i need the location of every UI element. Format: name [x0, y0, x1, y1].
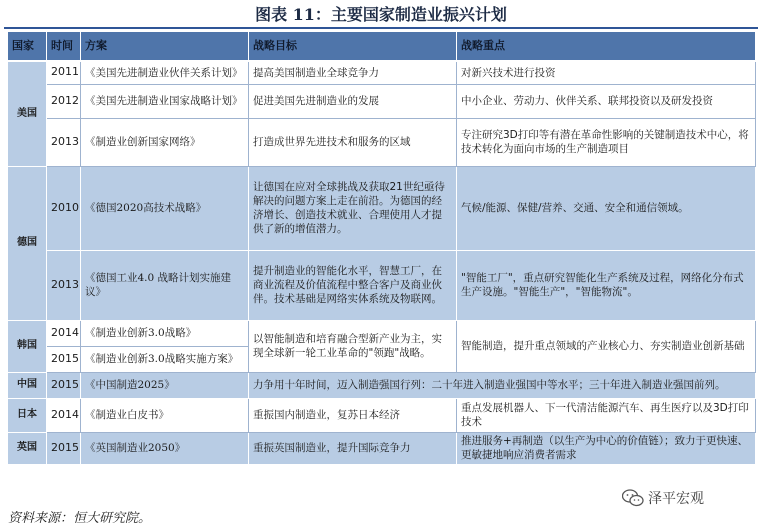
- table-row: [8, 372, 756, 398]
- year-cell: 2015: [47, 372, 81, 398]
- plan-cell: 《美国先进制造业国家战略计划》: [81, 84, 249, 118]
- table-row: [8, 84, 756, 118]
- goal-cell: 提高美国制造业全球竞争力: [249, 61, 457, 84]
- year-cell: 2013: [47, 250, 81, 320]
- focus-cell: 推进服务+再制造（以生产为中心的价值链）；致力于更快速、更敏捷地响应消费者需求: [457, 432, 756, 464]
- focus-cell: 智能制造，提升重点领域的产业核心力、夯实制造业创新基础: [457, 320, 756, 372]
- header-plan: 方案: [81, 32, 249, 62]
- plan-cell: 《制造业创新3.0战略实施方案》: [81, 346, 249, 372]
- year-cell: 2014: [47, 398, 81, 432]
- plan-cell: 《制造业创新国家网络》: [81, 118, 249, 166]
- country-cell-uk: 英国: [8, 432, 47, 464]
- year-cell: 2015: [47, 432, 81, 464]
- goal-cell: 打造成世界先进技术和服务的区域: [249, 118, 457, 166]
- table-row: [8, 398, 756, 432]
- focus-cell: 专注研究3D打印等有潜在革命性影响的关键制造技术中心，将技术转化为面向市场的生产制造项目: [457, 118, 756, 166]
- goal-cell: 力争用十年时间，迈入制造强国行列：二十年进入制造业强国中等水平；三十年进入制造业强国前列。: [249, 372, 756, 398]
- country-cell-china: 中国: [8, 372, 47, 398]
- goal-cell: 重振国内制造业，复苏日本经济: [249, 398, 457, 432]
- goal-cell: 重振英国制造业，提升国际竞争力: [249, 432, 457, 464]
- year-cell: 2010: [47, 166, 81, 250]
- watermark-text: 泽平宏观: [648, 491, 704, 507]
- focus-cell: 气候/能源、保健/营养、交通、安全和通信领域。: [457, 166, 756, 250]
- country-cell-usa: 美国: [8, 61, 47, 166]
- table-row: [8, 250, 756, 320]
- year-cell: 2014: [47, 320, 81, 346]
- table-header-row: [8, 32, 756, 62]
- year-cell: 2013: [47, 118, 81, 166]
- year-cell: 2015: [47, 346, 81, 372]
- focus-cell: 重点发展机器人、下一代清洁能源汽车、再生医疗以及3D打印技术: [457, 398, 756, 432]
- plan-cell: 《美国先进制造业伙伴关系计划》: [81, 61, 249, 84]
- table-row: [8, 61, 756, 84]
- plan-cell: 《制造业白皮书》: [81, 398, 249, 432]
- header-year: 时间: [47, 32, 81, 62]
- goal-cell: 促进美国先进制造业的发展: [249, 84, 457, 118]
- plan-cell: 《制造业创新3.0战略》: [81, 320, 249, 346]
- header-country: 国家: [8, 32, 47, 62]
- year-cell: 2011: [47, 61, 81, 84]
- manufacturing-plans-table: [7, 31, 756, 465]
- year-cell: 2012: [47, 84, 81, 118]
- plan-cell: 《英国制造业2050》: [81, 432, 249, 464]
- country-cell-germany: 德国: [8, 166, 47, 320]
- focus-cell: "智能工厂"，重点研究智能化生产系统及过程，网络化分布式生产设施。"智能生产"，"智能物流"。: [457, 250, 756, 320]
- focus-cell: 中小企业、劳动力、伙伴关系、联邦投资以及研发投资: [457, 84, 756, 118]
- table-row: [8, 320, 756, 346]
- goal-cell: 让德国在应对全球挑战及获取21世纪亟待解决的问题方案上走在前沿。为德国的经济增长、创造技术就业、合理使用人才提供了新的增值潜力。: [249, 166, 457, 250]
- header-focus: 战略重点: [457, 32, 756, 62]
- goal-cell: 提升制造业的智能化水平，智慧工厂，在商业流程及价值流程中整合客户及商业伙伴。技术基础是网络实体系统及物联网。: [249, 250, 457, 320]
- watermark: [622, 488, 704, 508]
- focus-cell: 对新兴技术进行投资: [457, 61, 756, 84]
- wechat-icon: [622, 489, 644, 507]
- country-cell-korea: 韩国: [8, 320, 47, 372]
- source-note: 资料来源：恒大研究院。: [8, 511, 152, 526]
- figure-title: 图表 11：主要国家制造业振兴计划: [255, 5, 507, 24]
- plan-cell: 《德国2020高技术战略》: [81, 166, 249, 250]
- plan-cell: 《中国制造2025》: [81, 372, 249, 398]
- table-row: [8, 432, 756, 464]
- country-cell-japan: 日本: [8, 398, 47, 432]
- header-goal: 战略目标: [249, 32, 457, 62]
- table-row: [8, 166, 756, 250]
- plan-cell: 《德国工业4.0 战略计划实施建议》: [81, 250, 249, 320]
- goal-cell: 以智能制造和培育融合型新产业为主，实现全球新一轮工业革命的"领跑"战略。: [249, 320, 457, 372]
- table-row: [8, 118, 756, 166]
- title-rule: [4, 27, 758, 29]
